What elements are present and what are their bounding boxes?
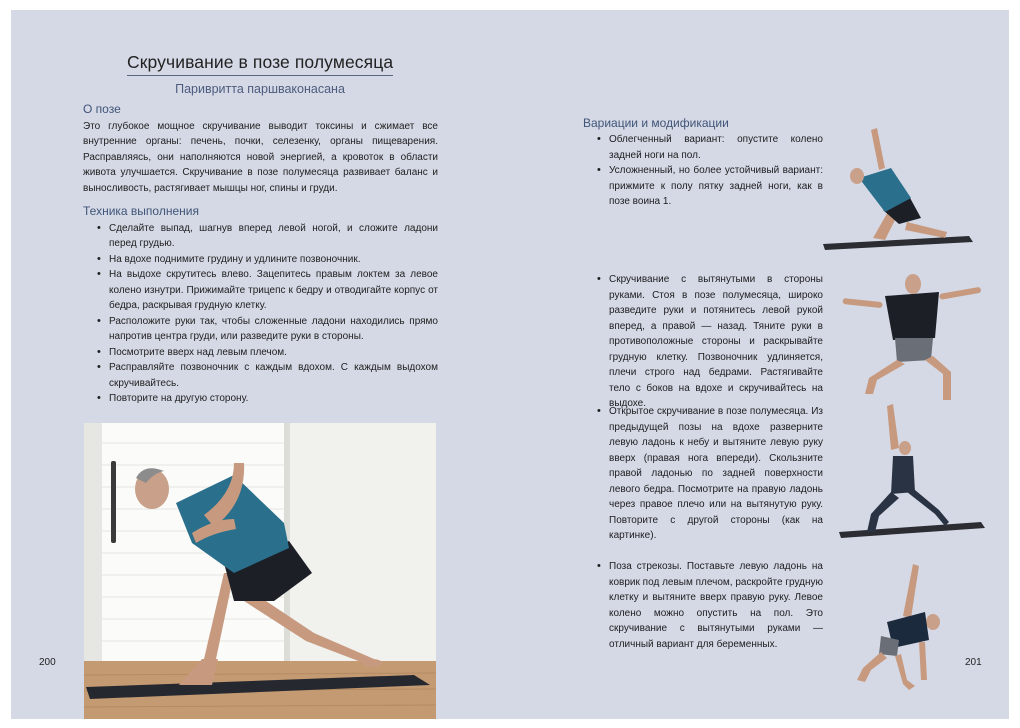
list-item: • Сделайте выпад, шагнув вперед левой ногой, и сложите ладони перед грудью. — [83, 221, 438, 252]
arms-extended-illustration — [839, 268, 989, 400]
variation-list-4 — [583, 559, 823, 652]
page-title: Скручивание в позе полумесяца — [127, 52, 393, 76]
list-item: • Облегченный вариант: опустите колено задней ноги на пол. — [583, 132, 823, 163]
page-number-left: 200 — [39, 657, 56, 668]
variation-list-1 — [583, 132, 823, 210]
list-item: • Открытое скручивание в позе полумесяца. Из предыдущей позы на вдохе разверните левую ладонь к небу и вытяните левую руку вверх (правая нога впереди). Скользните правой ладонью по задней поверхности левого бедра. Посмотрите на правую ладонь через правое плечо или на вытянутую руку. Повторите с другой стороны (как на картинке). — [583, 404, 823, 544]
page-number-right: 201 — [965, 657, 982, 668]
pose-arms-extended-image — [839, 268, 989, 405]
pose-open-twist-image — [837, 402, 987, 547]
list-item: • Поза стрекозы. Поставьте левую ладонь на коврик под левым плечом, раскройте грудную клетку и вытяните вверх правую руку. Левое колено можно опустить на пол. Это скручивание с вытянутыми руками — отличный вариант для беременных. — [583, 559, 823, 652]
open-twist-illustration — [837, 402, 987, 542]
list-item: • На вдохе поднимите грудину и удлините позвоночник. — [83, 252, 438, 268]
page-subtitle: Паривритта паршваконасана — [175, 82, 345, 96]
technique-list — [83, 221, 438, 407]
pose-kneeling-twist-image — [819, 118, 979, 263]
list-item: • На выдохе скрутитесь влево. Зацепитесь правым локтем за левое колено изнутри. Прижимайте трицепс к бедру и отводигайте корпус от бедра, раскрывая грудную клетку. — [83, 267, 438, 314]
variation-list-2 — [583, 272, 823, 412]
title-block — [127, 52, 393, 96]
list-item: • Скручивание с вытянутыми в стороны руками. Стоя в позе полумесяца, широко разведите руки и потянитесь левой рукой вперед, а правой — назад. Тяните руки в противоположные стороны и раскрывайте грудную клетку. Позвоночник удлиняется, плечи строго над бедрами. Растягивайте тело с боков на вдохе и скручивайтесь на выдохе. — [583, 272, 823, 412]
about-heading: О позе — [83, 102, 121, 116]
list-item: • Расположите руки так, чтобы сложенные ладони находились прямо напротив центра груди, или разведите руки в стороны. — [83, 314, 438, 345]
list-item: • Усложненный, но более устойчивый вариант: прижмите к полу пятку задней ноги, как в позе воина 1. — [583, 163, 823, 210]
book-spread — [11, 10, 1009, 719]
variations-heading: Вариации и модификации — [583, 116, 729, 130]
list-item: • Повторите на другую сторону. — [83, 391, 438, 407]
dragonfly-illustration — [841, 556, 951, 696]
variation-list-3 — [583, 404, 823, 544]
main-pose-photo — [84, 423, 436, 719]
list-item: • Посмотрите вверх над левым плечом. — [83, 345, 438, 361]
left-text-column — [83, 102, 438, 407]
technique-heading: Техника выполнения — [83, 204, 199, 218]
about-text: Это глубокое мощное скручивание выводит токсины и сжимает все внутренние органы: печень, почки, селезенку, органы пищеварения. Расправляясь, они наполняются новой энергией, а кровоток в области живота улучшается. Скручивание в позе полумесяца развивает баланс и выносливость, растягивает мышцы ног, спины и груди. — [83, 120, 438, 194]
list-item: • Расправляйте позвоночник с каждым вдохом. С каждым выдохом скручивайтесь. — [83, 360, 438, 391]
pose-dragonfly-image — [841, 556, 951, 701]
kneeling-twist-illustration — [819, 118, 979, 258]
revolved-side-angle-illustration — [84, 423, 436, 719]
